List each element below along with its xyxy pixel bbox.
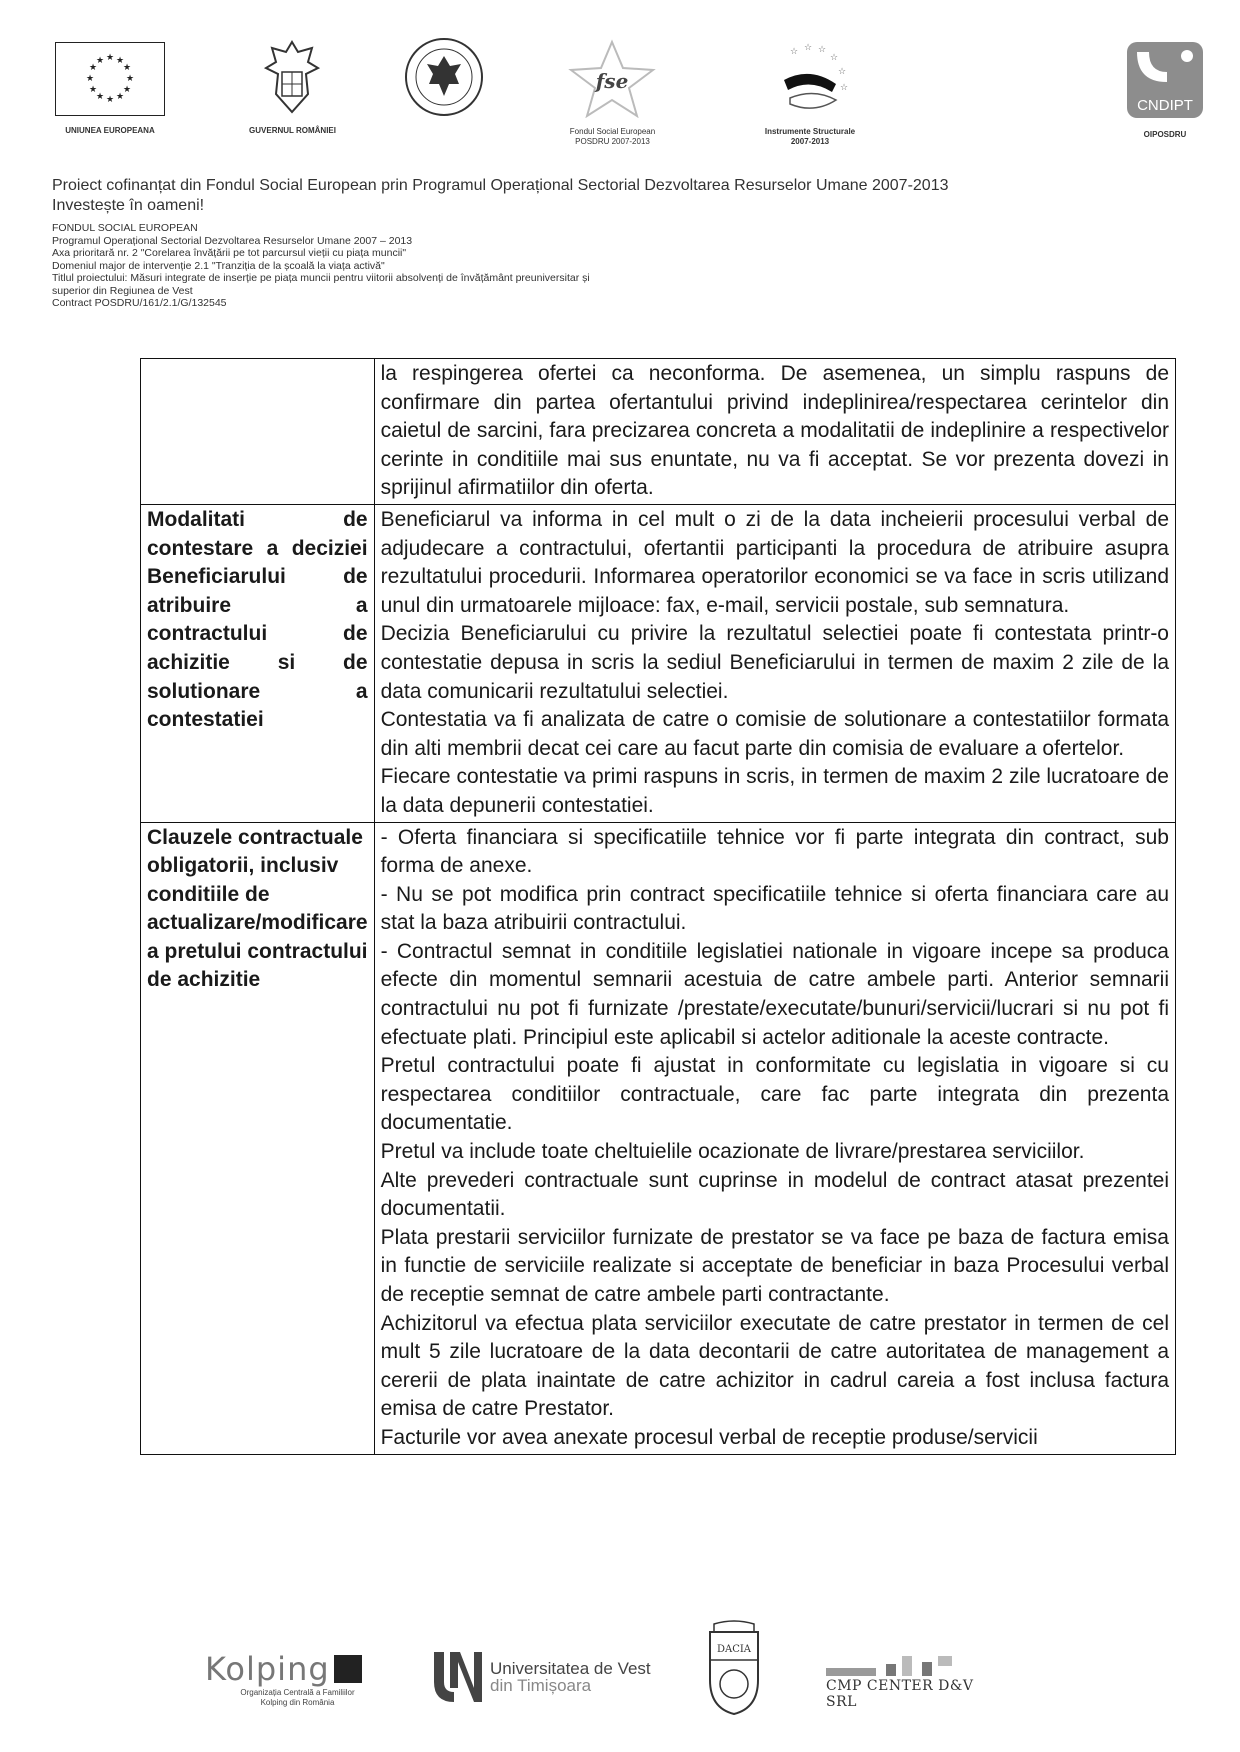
svg-text:★: ★ — [115, 56, 125, 66]
svg-text:★: ★ — [85, 74, 95, 84]
gov-caption: GUVERNUL ROMÂNIEI — [249, 126, 336, 135]
kolping-wordmark: Kolping — [205, 1650, 330, 1688]
cmp-bars-icon — [826, 1656, 996, 1678]
paragraph: Pretul contractului poate fi ajustat in conformitate cu legislatia in vigoare si cu respectarea conditiilor contractuale, care fac parte integrata din prezenta documentatie. — [380, 1054, 1169, 1135]
table-row — [141, 504, 1176, 822]
svg-text:☆: ☆ — [804, 43, 813, 53]
paragraph: Contestatia va fi analizata de catre o comisie de solutionare a contestatiilor formata din alti membrii decat cei care au facut parte din comisia de evaluare a ofertelor. — [380, 708, 1169, 760]
svg-text:★: ★ — [125, 74, 135, 84]
row-value — [374, 504, 1175, 822]
header-small-line: Axa prioritară nr. 2 "Corelarea învățării pe tot parcursul vieții cu piața muncii" — [52, 247, 407, 259]
header-line-1: Proiect cofinanțat din Fondul Social European prin Programul Operațional Sectorial Dezvoltarea Resurselor Umane 2007-2013 — [52, 177, 949, 194]
cndipt-label: CNDIPT — [1137, 97, 1193, 114]
row-value — [374, 359, 1175, 505]
header-small-line: Contract POSDRU/161/2.1/G/132545 — [52, 297, 227, 309]
logo-strip-bottom — [0, 1620, 1240, 1730]
svg-text:★: ★ — [95, 92, 105, 102]
fse-logo-icon — [567, 38, 657, 118]
paragraph: la respingerea ofertei ca neconforma. De asemenea, un simplu raspuns de confirmare din partea ofertantului privind indeplinirea/respectarea cerintelor din caietul de sarcini, fara precizarea concreta a modalitatii de indeplinire a respectivelor cerinte in conditiile mai sus enuntate, nu va fi acceptat. Se vor prezenta dovezi in sprijinul afirmatiilor din oferta. — [380, 362, 1169, 500]
svg-text:★: ★ — [105, 95, 115, 105]
paragraph: Fiecare contestatie va primi raspuns in scris, in termen de maxim 2 zile lucratoare de la data depunerii contestatiei. — [380, 765, 1169, 817]
eu-flag-icon — [55, 42, 165, 116]
procurement-conditions-table — [140, 358, 1176, 1455]
paragraph: Pretul va include toate cheltuielile ocazionate de livrare/prestarea serviciilor. — [380, 1140, 1085, 1164]
uvt-mark-icon — [430, 1648, 484, 1702]
svg-text:★: ★ — [95, 56, 105, 66]
header-line-2: Investește în oameni! — [52, 197, 205, 214]
paragraph: - Contractul semnat in conditiile legislatiei nationale in vigoare incepe sa produca efecte din momentul semnarii acestuia de catre ambele parti. Anterior semnarii contractului nu pot fi furnizate /prestate/executate/bunuri/servicii/lucrari si nu pot fi efectuate plati. Principiul este aplicabil si actelor aditionale la aceste contracte. — [380, 939, 1169, 1049]
svg-text:☆: ☆ — [840, 83, 849, 93]
svg-text:☆: ☆ — [818, 45, 827, 55]
paragraph: Alte prevederi contractuale sunt cuprinse in modelul de contract atasat prezentei documentatii. — [380, 1168, 1169, 1221]
table-row — [141, 359, 1176, 505]
svg-text:★: ★ — [105, 53, 115, 63]
svg-text:☆: ☆ — [790, 47, 799, 57]
header-small-line: Domeniul major de intervenție 2.1 "Tranziția de la școală la viața activă" — [52, 259, 385, 272]
cmp-center-logo — [826, 1656, 996, 1710]
svg-text:DACIA: DACIA — [716, 1644, 752, 1655]
kolping-k-icon — [334, 1655, 362, 1683]
project-header — [52, 176, 1202, 310]
eu-caption: UNIUNEA EUROPEANA — [65, 126, 155, 135]
uvt-line-2: din Timișoara — [490, 1676, 592, 1695]
table-row — [141, 822, 1176, 1454]
svg-text:★: ★ — [88, 63, 98, 73]
kolping-subtitle-1: Organizația Centrală a Familiilor — [240, 1688, 355, 1697]
is-caption: Instrumente Structurale 2007-2013 — [764, 127, 856, 146]
uvt-line-1: Universitatea de Vest — [490, 1659, 651, 1678]
row-label: Clauzele contractuale obligatorii, inclusiv conditiile de actualizare/modificare a pretului contractului de achizitie — [141, 822, 375, 1454]
structural-instruments-logo-icon — [770, 40, 860, 120]
paragraph: Decizia Beneficiarului cu privire la rezultatul selectiei poate fi contestata printr-o contestatie depusa in scris la sediul Beneficiarului in termen de maxim 2 zile de la data comunicarii rezultatului selectiei. — [380, 622, 1169, 703]
logo-strip-top — [0, 0, 1240, 165]
paragraph: Facturile vor avea anexate procesul verbal de receptie produse/servicii — [380, 1425, 1038, 1449]
svg-text:★: ★ — [115, 92, 125, 102]
kolping-subtitle-2: Kolping din România — [260, 1698, 335, 1707]
cndipt-logo — [1127, 42, 1203, 118]
header-small-line: Titlul proiectului: Măsuri integrate de inserție pe piața muncii pentru viitorii absolvenți de învățământ preuniversitar și — [52, 272, 590, 284]
svg-text:★: ★ — [122, 63, 132, 73]
fse-caption: Fondul Social European POSDRU 2007-2013 — [569, 127, 656, 146]
svg-text:fse: fse — [595, 69, 629, 93]
paragraph: Plata prestarii serviciilor furnizate de prestator se va face pe baza de factura emisa in functie de serviciile realizate si acceptate de beneficiar in baza Procesului verbal de receptie semnat de catre ambele parti contractante. — [380, 1225, 1169, 1306]
uvt-logo — [430, 1648, 670, 1704]
header-small-line: Programul Operațional Sectorial Dezvoltarea Resurselor Umane 2007 – 2013 — [52, 234, 413, 247]
cmp-center-name: CMP CENTER D&V SRL — [826, 1678, 974, 1710]
row-value — [374, 822, 1175, 1454]
svg-text:☆: ☆ — [838, 67, 847, 77]
row-label — [141, 359, 375, 505]
paragraph: - Oferta financiara si specificatiile tehnice vor fi parte integrata din contract, sub forma de anexe. — [380, 825, 1169, 878]
paragraph: Beneficiarul va informa in cel mult o zi de la data incheierii procesului verbal de adjudecare a contractului, ofertantii participanti la procedura de atribuire asupra rezultatului procedurii. Informarea operatorilor economici se va face in scris utilizand unul din urmatoarele mijloace: fax, e-mail, servicii postale, sub semnatura. — [380, 507, 1169, 617]
paragraph: - Nu se pot modifica prin contract specificatiile tehnice si oferta financiara care au stat la baza atribuirii contractului. — [380, 882, 1169, 935]
svg-text:★: ★ — [88, 85, 98, 95]
kolping-logo — [205, 1650, 390, 1708]
oi-caption: OIPOSDRU — [1143, 130, 1187, 139]
romanian-coat-of-arms-icon — [262, 38, 322, 118]
row-label: Modalitati de contestare a deciziei Beneficiarului de atribuire a contractului de achizitie si de solutionare a contestatiei — [141, 504, 375, 822]
paragraph: Achizitorul va efectua plata serviciilor executate de catre prestator in termen de cel mult 5 zile lucratoare de la data decontarii de catre autoritatea de management a cererii de plata inaintate de catre achizitor in cadrul careia a fost inclusa factura emisa de catre Prestator. — [380, 1311, 1169, 1421]
header-small-line: FONDUL SOCIAL EUROPEAN — [52, 222, 198, 234]
dacia-crest-icon — [706, 1620, 762, 1716]
svg-text:★: ★ — [122, 85, 132, 95]
header-small-line: superior din Regiunea de Vest — [52, 284, 193, 297]
ministry-seal-icon — [403, 36, 485, 118]
svg-text:☆: ☆ — [830, 53, 839, 63]
